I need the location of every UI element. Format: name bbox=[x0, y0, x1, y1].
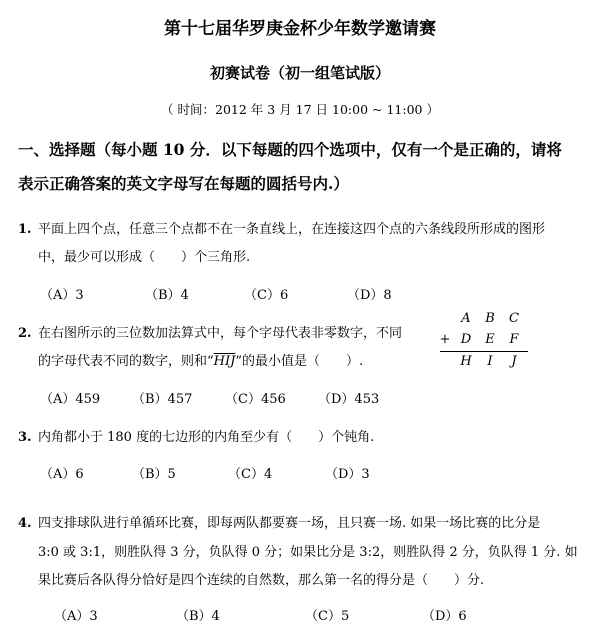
question-text bbox=[38, 350, 363, 369]
question-number: 2. bbox=[18, 326, 32, 341]
question-number: 1. bbox=[18, 222, 32, 237]
section-heading-line2: 表示正确答案的英文字母写在每题的圆括号内.） bbox=[18, 174, 349, 193]
letter-h: H bbox=[460, 354, 472, 369]
option-a: （A）3 bbox=[54, 609, 98, 624]
question-number: 4. bbox=[18, 516, 32, 531]
option-a: （A）3 bbox=[40, 288, 84, 303]
section-heading-line1: 一、选择题（每小题 10 分．以下每题的四个选项中，仅有一个是正确的，请将 bbox=[18, 140, 562, 159]
letter-c: C bbox=[509, 311, 519, 326]
letter-i: I bbox=[487, 354, 493, 369]
option-d: （D）6 bbox=[422, 609, 467, 624]
overlined-sum: $\overline{HIJ}$ bbox=[213, 354, 236, 369]
equation-row-1 bbox=[454, 311, 526, 326]
option-a: （A）459 bbox=[40, 392, 101, 407]
option-d: （D）453 bbox=[318, 392, 380, 407]
question-2 bbox=[18, 322, 402, 341]
question-text-part: 的字母代表不同的数字，则和“ bbox=[38, 354, 214, 369]
question-text: 平面上四个点，任意三个点都不在一条直线上，在连接这四个点的六条线段所形成的图形 bbox=[38, 222, 546, 237]
letter-a: A bbox=[461, 311, 471, 326]
question-text: 四支排球队进行单循环比赛，即每两队都要赛一场，且只赛一场. 如果一场比赛的比分是 bbox=[38, 516, 541, 531]
option-b: （B）5 bbox=[132, 467, 176, 482]
question-text: 中，最少可以形成（ ）个三角形. bbox=[38, 250, 251, 265]
option-c: （C）4 bbox=[228, 467, 273, 482]
question-text: 果比赛后各队得分恰好是四个连续的自然数，那么第一名的得分是（ ）分. bbox=[38, 573, 485, 588]
question-text: 3:0 或 3:1，则胜队得 3 分，负队得 0 分；如果比分是 3:2，则胜队得 2 分，负队得 1 分. 如 bbox=[38, 545, 578, 560]
letter-j: J bbox=[511, 354, 517, 369]
exam-title: 第十七届华罗庚金杯少年数学邀请赛 bbox=[164, 19, 436, 39]
equation-row-2 bbox=[436, 332, 526, 347]
option-b: （B）4 bbox=[145, 288, 189, 303]
option-a: （A）6 bbox=[40, 467, 84, 482]
letter-f: F bbox=[509, 332, 519, 347]
letter-d: D bbox=[460, 332, 472, 347]
exam-subtitle: 初赛试卷（初一组笔试版） bbox=[209, 64, 390, 82]
option-d: （D）8 bbox=[347, 288, 392, 303]
option-c: （C）6 bbox=[244, 288, 289, 303]
question-1 bbox=[18, 218, 545, 237]
option-b: （B）457 bbox=[132, 392, 193, 407]
question-text-part: ”的最小值是（ ）. bbox=[235, 354, 364, 369]
question-3 bbox=[18, 426, 374, 445]
option-d: （D）3 bbox=[325, 467, 370, 482]
option-c: （C）5 bbox=[305, 609, 350, 624]
equation-rule bbox=[440, 351, 528, 352]
option-c: （C）456 bbox=[225, 392, 286, 407]
question-text: 内角都小于 180 度的七边形的内角至少有（ ）个钝角. bbox=[38, 430, 375, 445]
plus-sign: + bbox=[439, 332, 451, 347]
question-4 bbox=[18, 512, 540, 531]
letter-b: B bbox=[485, 311, 495, 326]
exam-time: （ 时间：2012 年 3 月 17 日 10:00 ~ 11:00 ） bbox=[161, 102, 439, 117]
question-number: 3. bbox=[18, 430, 32, 445]
option-b: （B）4 bbox=[176, 609, 220, 624]
equation-row-3 bbox=[454, 354, 526, 369]
letter-e: E bbox=[485, 332, 495, 347]
question-text: 在右图所示的三位数加法算式中，每个字母代表非零数字，不同 bbox=[38, 326, 403, 341]
